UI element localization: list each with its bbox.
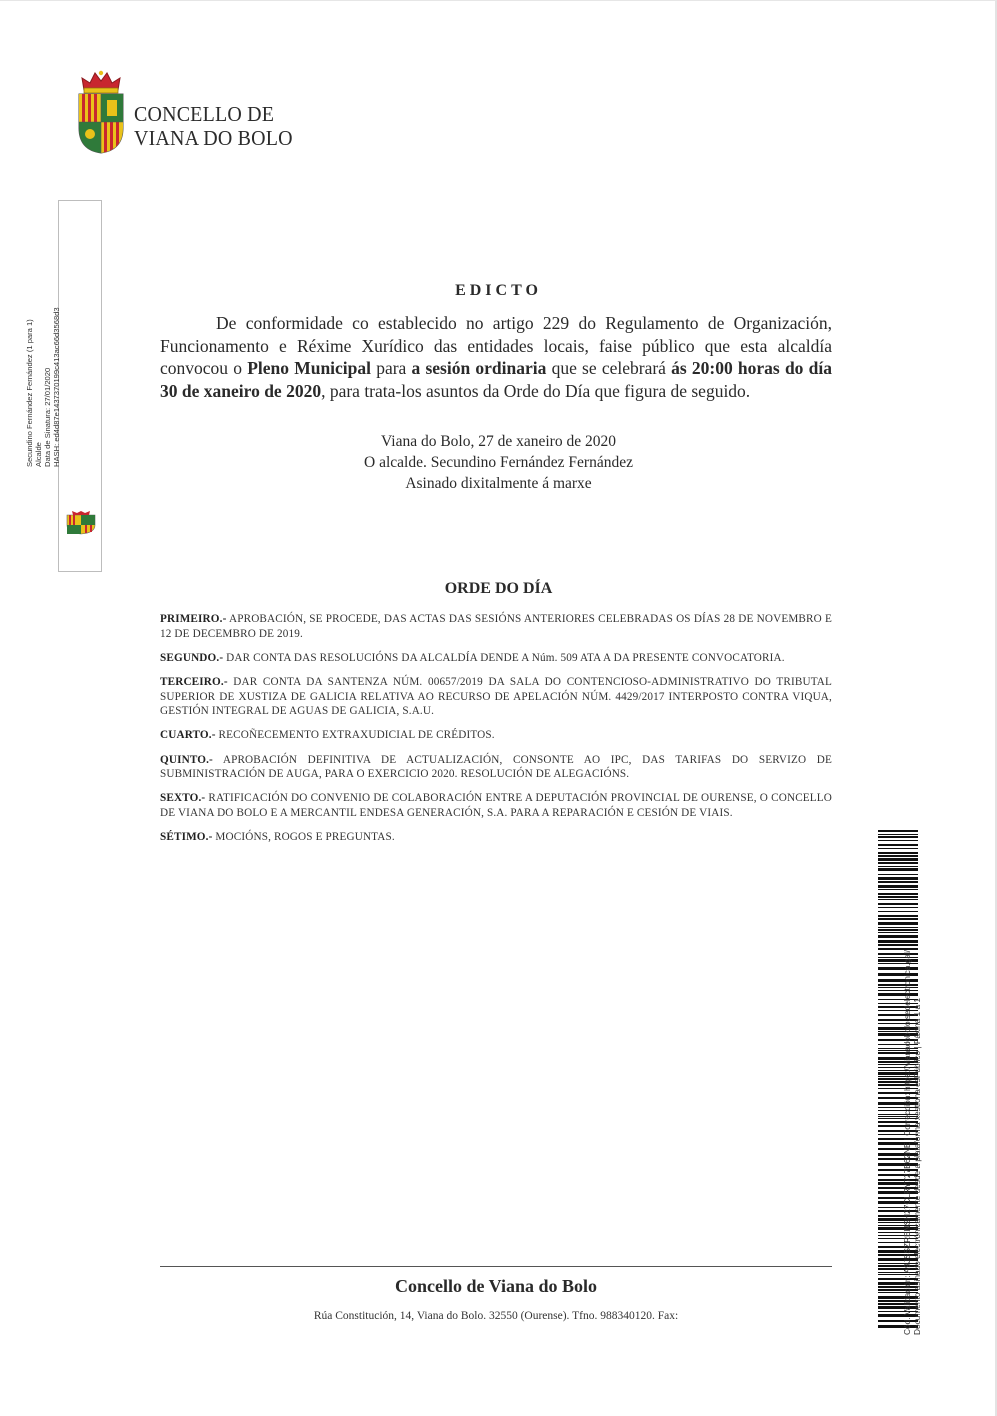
agenda-item-label: CUARTO.- bbox=[160, 729, 216, 742]
barcode-bar bbox=[878, 830, 918, 832]
barcode-bar bbox=[878, 932, 918, 933]
agenda-item-text: APROBACIÓN, SE PROCEDE, DAS ACTAS DAS SESIÓNS ANTERIORES CELEBRADAS OS DÍAS 28 DE NOVEMBRO E 12 DE DECEMBRO DE 2019. bbox=[160, 613, 832, 640]
barcode-bar bbox=[878, 868, 918, 871]
intro-paragraph bbox=[160, 312, 832, 402]
intro-bold-pleno: Pleno Municipal bbox=[247, 358, 372, 378]
agenda-item bbox=[160, 791, 832, 820]
agenda-item-text: RECOÑECEMENTO EXTRAXUDICIAL DE CRÉDITOS. bbox=[215, 729, 495, 742]
barcode-bar bbox=[878, 834, 918, 835]
agenda-item bbox=[160, 830, 832, 845]
barcode-bar bbox=[878, 944, 918, 946]
signature-details bbox=[25, 207, 97, 467]
validation-code: Cód. Validación: A9JSSZRENSH27CLRY727E62NE | Corrección: https://vianadobolo.sedelectronica.gal/ bbox=[902, 949, 912, 1335]
agenda-item-text: DAR CONTA DA SANTENZA NÚM. 00657/2019 DA SALA DO CONTENCIOSO-ADMINISTRATIVO DO TRIBUTAL SUPERIOR DE XUSTIZA DE GALICIA RELATIVA AO RECURSO DE APELACIÓN NÚM. 4429/2017 INTERPOSTO CONTRA VIQUA, GESTIÓN INTEGRAL DE AGUAS DE GALICIA, S.A.U. bbox=[160, 676, 832, 718]
signer-line: O alcalde. Secundino Fernández Fernández bbox=[364, 454, 633, 471]
barcode-bar bbox=[878, 911, 918, 912]
barcode-bar bbox=[878, 885, 918, 888]
organization-name bbox=[134, 102, 301, 150]
intro-text-2: para bbox=[371, 358, 412, 378]
barcode-bar bbox=[878, 893, 918, 895]
barcode-bar bbox=[878, 907, 918, 908]
intro-text-1: De conformidade co establecido no artigo 229 do Regulamento de Organización, Funcionamento e Réxime Xurídico das entidades locais, faise público que esta alcaldía convocou o bbox=[160, 313, 832, 378]
signature-date: Data de Sinatura: 27/01/2020 bbox=[43, 367, 52, 467]
barcode-bar bbox=[878, 903, 918, 905]
barcode-bar bbox=[878, 881, 918, 883]
barcode-bar bbox=[878, 929, 918, 931]
barcode-bar bbox=[878, 877, 918, 880]
barcode-bar bbox=[878, 918, 918, 920]
agenda-item-label: SEXTO.- bbox=[160, 792, 206, 805]
barcode-bar bbox=[878, 852, 918, 854]
barcode-bar bbox=[878, 889, 918, 890]
agenda-item bbox=[160, 753, 832, 782]
signer-role: Alcalde bbox=[34, 442, 43, 467]
signer-name: Secundino Fernández Fernández (1 para 1) bbox=[25, 319, 34, 467]
barcode-bar bbox=[878, 935, 918, 938]
signed-note: Asinado dixitalmente á marxe bbox=[405, 475, 592, 492]
intro-bold-datetime: ás 20:00 horas do día 30 de xaneiro de 2020 bbox=[160, 358, 832, 401]
barcode-bar bbox=[878, 836, 918, 838]
small-coat-of-arms-icon bbox=[65, 511, 97, 535]
agenda-item-text: MOCIÓNS, ROGOS E PREGUNTAS. bbox=[212, 831, 395, 844]
intro-text-3: que se celebrará bbox=[546, 358, 672, 378]
agenda-item-label: PRIMEIRO.- bbox=[160, 613, 227, 625]
barcode-bar bbox=[878, 855, 918, 857]
signature-hash: HASH: ed4d87e1437370199c413ac66d3568d3 bbox=[52, 307, 61, 467]
agenda-list bbox=[160, 612, 832, 855]
agenda-item-label: TERCEIRO.- bbox=[160, 676, 228, 689]
agenda-item-text: RATIFICACIÓN DO CONVENIO DE COLABORACIÓN ENTRE A DEPUTACIÓN PROVINCIAL DE OURENSE, O CONCELLO DE VIANA DO BOLO E A MERCANTIL ENDESA GENERACIÓN, S.A. PARA A REPARACIÓN E CESIÓN DE VIAIS. bbox=[160, 792, 832, 819]
place-date: Viana do Bolo, 27 de xaneiro de 2020 bbox=[381, 433, 616, 450]
intro-text-4: , para trata-los asuntos da Orde do Día que figura de seguido. bbox=[321, 380, 751, 401]
barcode-bar bbox=[878, 848, 918, 849]
coat-of-arms-icon bbox=[76, 70, 126, 154]
agenda-item-text: APROBACIÓN DEFINITIVA DE ACTUALIZACIÓN, CONSONTE AO IPC, DAS TARIFAS DO SERVIZO DE SUBMINISTRACIÓN DE AUGA, PARA O EXERCICIO 2020. RESOLUCIÓN DE ALEGACIÓNS. bbox=[160, 753, 832, 781]
barcode-bar bbox=[878, 927, 918, 928]
barcode-bar bbox=[878, 940, 918, 943]
validation-info bbox=[902, 885, 948, 1335]
agenda-item-label: SEGUNDO.- bbox=[160, 651, 224, 664]
footer-divider bbox=[160, 1266, 832, 1267]
barcode-bar bbox=[878, 858, 918, 861]
barcode-bar bbox=[878, 896, 918, 898]
org-name-line1: CONCELLO DE bbox=[134, 102, 275, 126]
org-name-line2: VIANA DO BOLO bbox=[134, 126, 293, 150]
footer-organization-name: Concello de Viana do Bolo bbox=[394, 1276, 598, 1296]
intro-bold-sesion: a sesión ordinaria bbox=[411, 358, 547, 378]
signature-block bbox=[0, 431, 997, 494]
barcode-bar bbox=[878, 922, 918, 925]
barcode-bar bbox=[878, 874, 918, 875]
document-title: EDICTO bbox=[455, 282, 542, 299]
digital-signature-box bbox=[25, 200, 102, 572]
barcode-bar bbox=[878, 844, 918, 846]
barcode-bar bbox=[878, 915, 918, 917]
barcode-bar bbox=[878, 840, 918, 841]
footer-address: Rúa Constitución, 14, Viana do Bolo. 32550 (Ourense). Tfno. 988340120. Fax: bbox=[313, 1310, 679, 1322]
agenda-item bbox=[160, 651, 832, 666]
agenda-title: ORDE DO DÍA bbox=[444, 580, 553, 597]
agenda-item bbox=[160, 612, 832, 641]
agenda-item-label: QUINTO.- bbox=[160, 753, 213, 766]
agenda-item bbox=[160, 728, 832, 743]
agenda-item-label: SÉTIMO.- bbox=[160, 831, 213, 844]
header-logo bbox=[76, 70, 336, 160]
validation-platform: Documento asinado electrónicamente desde a plataforma xestiona esPúblico | Páxina 1 a 1 bbox=[912, 997, 922, 1335]
barcode-bar bbox=[878, 862, 918, 864]
barcode-bar bbox=[878, 899, 918, 900]
barcode-bar bbox=[878, 866, 918, 867]
agenda-item-text: DAR CONTA DAS RESOLUCIÓNS DA ALCALDÍA DENDE A Núm. 509 ATA A DA PRESENTE CONVOCATORIA. bbox=[223, 651, 785, 664]
agenda-item bbox=[160, 675, 832, 719]
